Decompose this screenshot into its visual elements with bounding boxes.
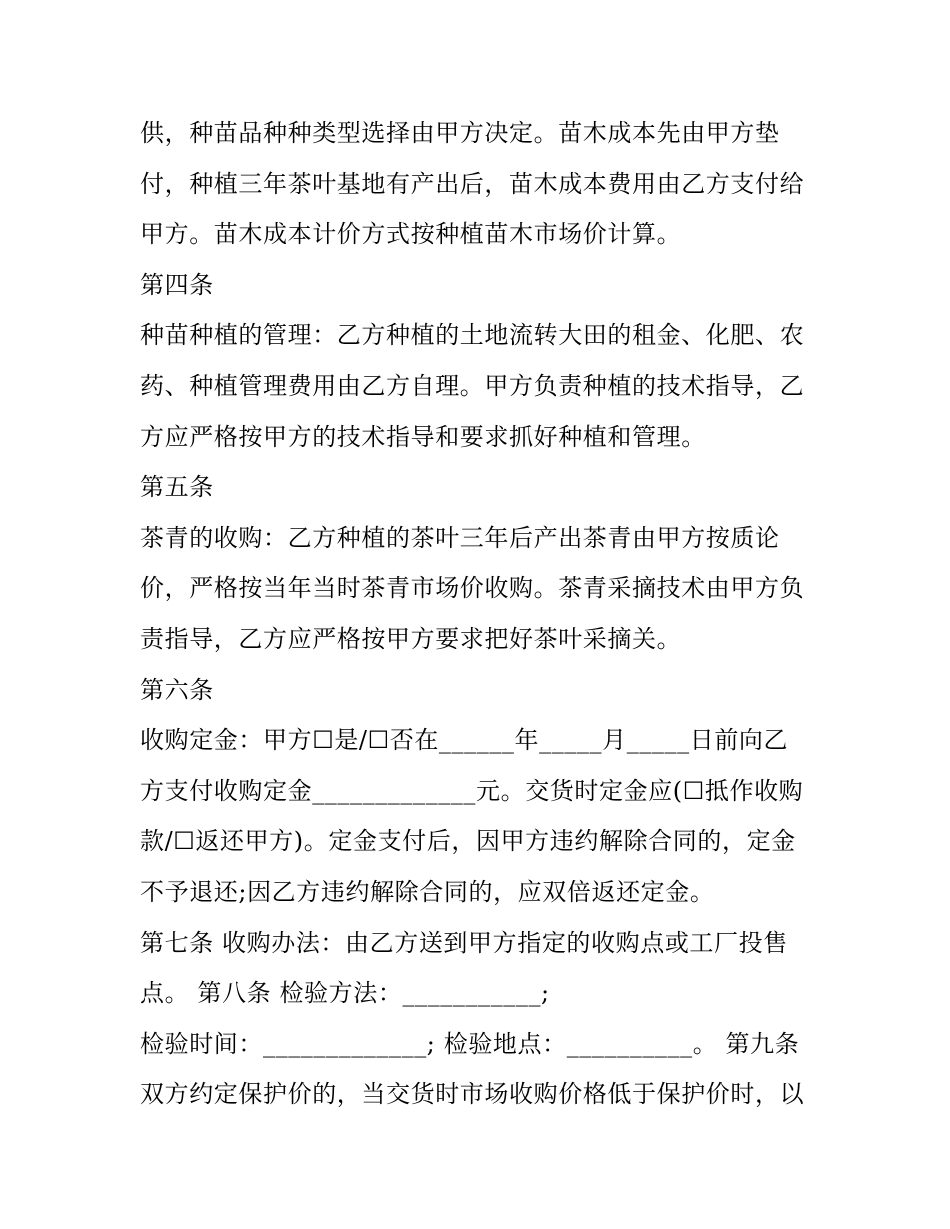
section-heading: 第六条	[140, 675, 214, 704]
text-line: 方应严格按甲方的技术指导和要求抓好种植和管理。	[140, 422, 706, 451]
text-line: 供，种苗品种种类型选择由甲方决定。苗木成本先由甲方垫	[140, 119, 780, 147]
text-line: 点。 第八条 检验方法：___________;	[140, 979, 550, 1008]
text-line: 收购定金：甲方☐是/☐否在______年_____月_____日前向乙	[140, 726, 789, 755]
text-line: 款/☐返还甲方)。定金支付后，因甲方违约解除合同的，定金	[140, 827, 796, 856]
text-line: 付，种植三年茶叶基地有产出后，苗木成本费用由乙方支付给	[140, 169, 805, 198]
text-line: 责指导，乙方应严格按甲方要求把好茶叶采摘关。	[140, 624, 682, 653]
text-line: 甲方。苗木成本计价方式按种植苗木市场价计算。	[140, 220, 682, 249]
section-heading: 第四条	[140, 270, 214, 299]
document-body	[140, 108, 820, 1120]
text-line: 方支付收购定金_____________元。交货时定金应(☐抵作收购	[140, 776, 804, 805]
text-line: 药、种植管理费用由乙方自理。甲方负责种植的技术指导，乙	[140, 371, 805, 400]
text-line: 第七条 收购办法：由乙方送到甲方指定的收购点或工厂投售	[140, 928, 788, 957]
text-line: 不予退还;因乙方违约解除合同的，应双倍返还定金。	[140, 877, 715, 906]
text-line: 茶青的收购：乙方种植的茶叶三年后产出茶青由甲方按质论	[140, 523, 780, 552]
text-line: 双方约定保护价的，当交货时市场收购价格低于保护价时，以	[140, 1080, 805, 1109]
section-heading: 第五条	[140, 473, 214, 502]
text-line: 价，严格按当年当时茶青市场价收购。茶青采摘技术由甲方负	[140, 574, 805, 603]
text-line: 检验时间：_____________; 检验地点：__________。 第九条	[140, 1029, 800, 1058]
text-line: 种苗种植的管理：乙方种植的土地流转大田的租金、化肥、农	[140, 321, 805, 350]
